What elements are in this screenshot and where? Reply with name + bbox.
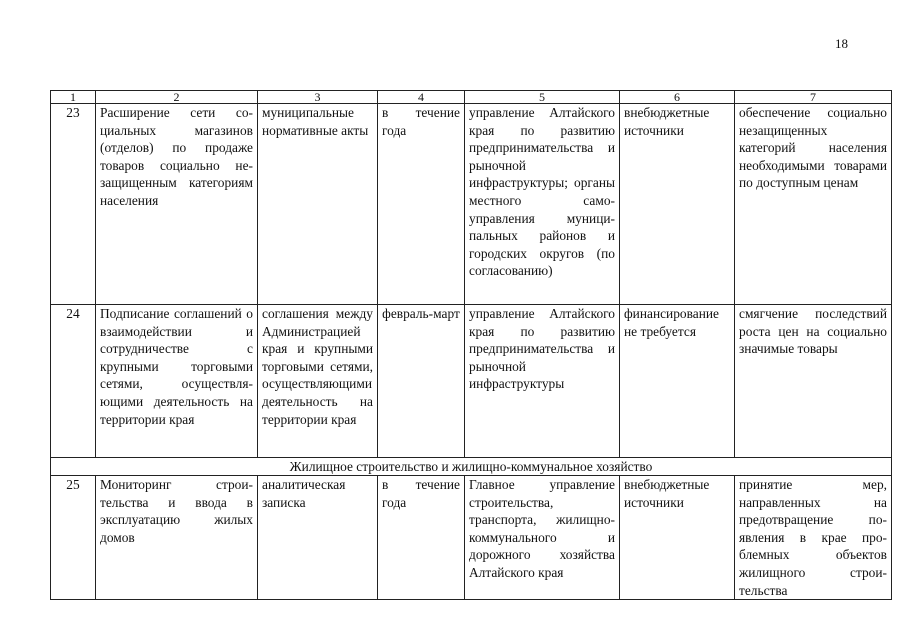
section-header-row <box>51 458 892 476</box>
row-number: 24 <box>51 305 96 458</box>
document-cell: муниципальные нормативные акты <box>258 104 378 305</box>
row-number: 25 <box>51 476 96 600</box>
document-cell: аналитическая записка <box>258 476 378 600</box>
table-row <box>51 305 892 458</box>
table-row <box>51 104 892 305</box>
column-number: 4 <box>378 91 465 104</box>
column-number: 1 <box>51 91 96 104</box>
term-cell: в течение года <box>378 476 465 600</box>
result-cell: смягчение последствий роста цен на социально значимые товары <box>735 305 892 458</box>
term-cell: в течение года <box>378 104 465 305</box>
column-number: 6 <box>620 91 735 104</box>
measure-cell: Подписание соглашений о взаимодействии и сотрудничестве с крупными торговыми сетями, осуществляющими деятельность на территории края <box>96 305 258 458</box>
result-cell: обеспечение социально незащищенных категорий населения необходимыми товарами по доступным ценам <box>735 104 892 305</box>
column-number: 7 <box>735 91 892 104</box>
page-number: 18 <box>835 36 848 51</box>
executor-cell: управление Алтайского края по развитию предпринимательства и рыночной инфраструктуры <box>465 305 620 458</box>
column-number: 3 <box>258 91 378 104</box>
result-cell: принятие мер, направленных на предотвращение появления в крае проблемных объектов жилищного строительства <box>735 476 892 600</box>
financing-cell: внебюджетные источники <box>620 104 735 305</box>
document-cell: соглашения между Администрацией края и крупными торговыми сетями, осуществляющими деятельность на территории края <box>258 305 378 458</box>
executor-cell: Главное управление строительства, транспорта, жилищно-коммунального и дорожного хозяйства Алтайского края <box>465 476 620 600</box>
row-number: 23 <box>51 104 96 305</box>
measures-table <box>50 90 892 600</box>
financing-cell: финансирование не требуется <box>620 305 735 458</box>
financing-cell: внебюджетные источники <box>620 476 735 600</box>
measure-cell: Расширение сети социальных магазинов (отделов) по продаже товаров социально незащищенным категориям населения <box>96 104 258 305</box>
column-number-row <box>51 91 892 104</box>
column-number: 2 <box>96 91 258 104</box>
executor-cell: управление Алтайского края по развитию предпринимательства и рыночной инфраструктуры; органы местного самоуправления муниципальных районов и городских округов (по согласованию) <box>465 104 620 305</box>
table-row <box>51 476 892 600</box>
term-cell: февраль-март <box>378 305 465 458</box>
section-title: Жилищное строительство и жилищно-коммунальное хозяйство <box>51 458 892 476</box>
measure-cell: Мониторинг строительства и ввода в эксплуатацию жилых домов <box>96 476 258 600</box>
column-number: 5 <box>465 91 620 104</box>
